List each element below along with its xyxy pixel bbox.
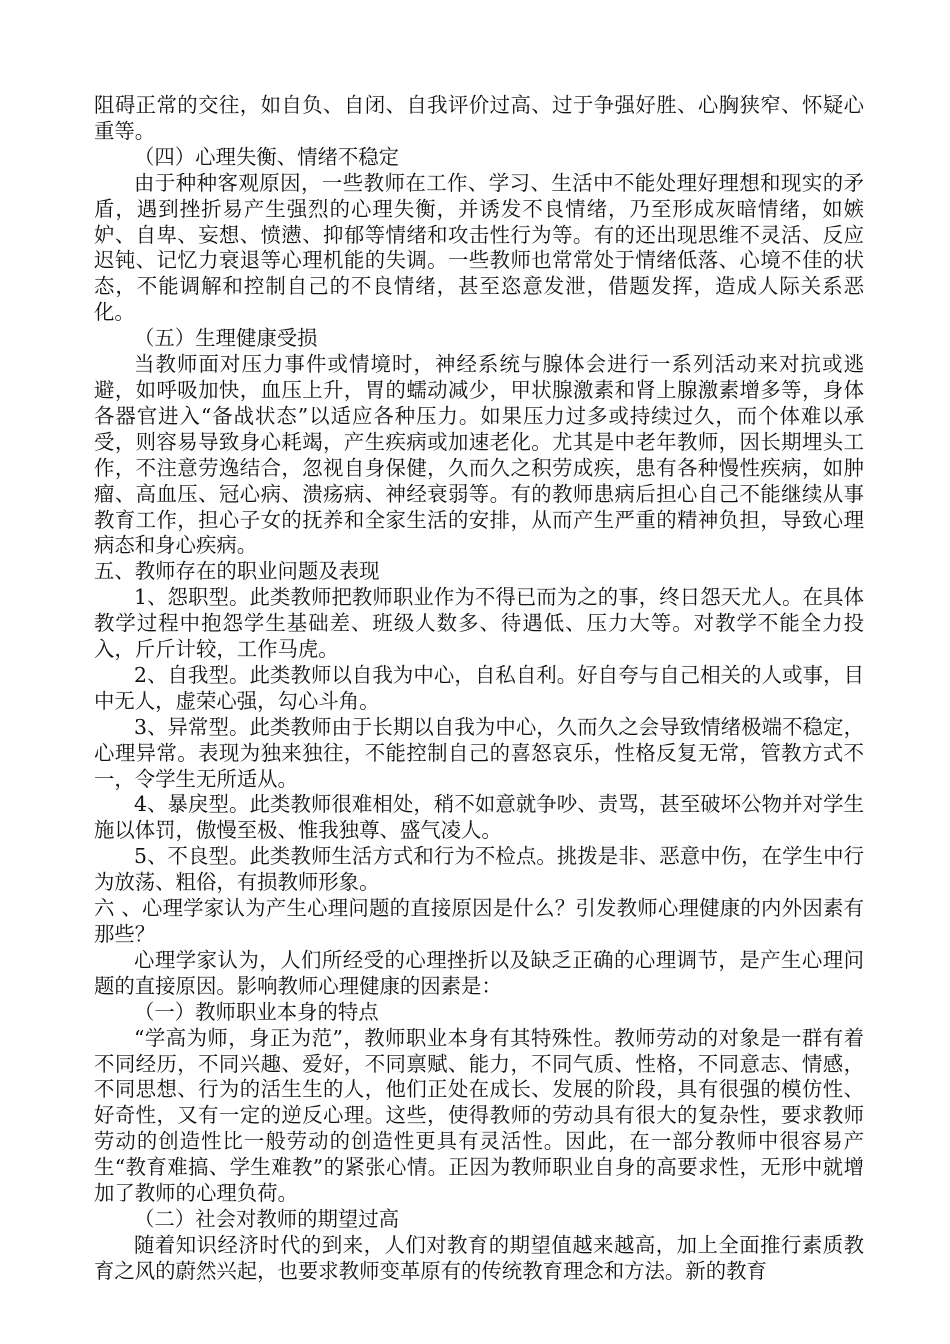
- list-item: 4、暴戾型。此类教师很难相处，稍不如意就争吵、责骂，甚至破坏公物并对学生施以体罚，傲慢至极、惟我独尊、盛气凌人。: [94, 792, 864, 843]
- list-item: 3、异常型。此类教师由于长期以自我为中心，久而久之会导致情绪极端不稳定，心理异常。表现为独来独往，不能控制自己的喜怒哀乐，性格反复无常，管教方式不一，令学生无所适从。: [94, 714, 864, 791]
- paragraph: “学高为师，身正为范”，教师职业本身有其特殊性。教师劳动的对象是一群有着不同经历，不同兴趣、爱好，不同禀赋、能力，不同气质、性格，不同意志、情感，不同思想、行为的活生生的人，他们正处在成长、发展的阶段，具有很强的模仿性、好奇性，又有一定的逆反心理。这些，使得教师的劳动具有很大的复杂性，要求教师劳动的创造性比一般劳动的创造性更具有灵活性。因此，在一部分教师中很容易产生“教育难搞、学生难教”的紧张心情。正因为教师职业自身的高要求性，无形中就增加了教师的心理负荷。: [94, 1025, 864, 1206]
- list-item: 2、自我型。此类教师以自我为中心，自私自利。好自夸与自己相关的人或事，目中无人，虚荣心强，勾心斗角。: [94, 662, 864, 713]
- section-heading-five: 五、教师存在的职业问题及表现: [94, 559, 380, 584]
- document-body: [94, 93, 864, 1285]
- subheading-four: （四）心理失衡、情绪不稳定: [134, 144, 400, 169]
- list-item: 1、怨职型。此类教师把教师职业作为不得已而为之的事，终日怨天尤人。在具体教学过程中抱怨学生基础差、班级人数多、待遇低、压力大等。对教学不能全力投入，斤斤计较，工作马虎。: [94, 585, 864, 662]
- paragraph-continuation: 阻碍正常的交往，如自负、自闭、自我评价过高、过于争强好胜、心胸狭窄、怀疑心重等。: [94, 93, 864, 143]
- subheading-five: （五）生理健康受损: [134, 326, 318, 351]
- list-item: 5、不良型。此类教师生活方式和行为不检点。挑拨是非、恶意中伤，在学生中行为放荡、粗俗，有损教师形象。: [94, 844, 864, 895]
- paragraph: 随着知识经济时代的到来，人们对教育的期望值越来越高，加上全面推行素质教育之风的蔚然兴起，也要求教师变革原有的传统教育理念和方法。新的教育: [94, 1232, 864, 1283]
- paragraph: 当教师面对压力事件或情境时，神经系统与腺体会进行一系列活动来对抗或逃避，如呼吸加快，血压上升，胃的蠕动减少，甲状腺激素和肾上腺激素增多等，身体各器官进入“备战状态”以适应各种压力。如果压力过多或持续过久，而个体难以承受，则容易导致身心耗竭，产生疾病或加速老化。尤其是中老年教师，因长期埋头工作，不注意劳逸结合，忽视自身保健，久而久之积劳成疾，患有各种慢性疾病，如肿瘤、高血压、冠心病、溃疡病、神经衰弱等。有的教师患病后担心自己不能继续从事教育工作，担心子女的抚养和全家生活的安排，从而产生严重的精神负担，导致心理病态和身心疾病。: [94, 352, 864, 558]
- paragraph: 由于种种客观原因，一些教师在工作、学习、生活中不能处理好理想和现实的矛盾，遇到挫折易产生强烈的心理失衡，并诱发不良情绪，乃至形成灰暗情绪，如嫉妒、自卑、妄想、愤懑、抑郁等情绪和攻击性行为等。有的还出现思维不灵活、反应迟钝、记忆力衰退等心理机能的失调。一些教师也常常处于情绪低落、心境不佳的状态，不能调解和控制自己的不良情绪，甚至恣意发泄，借题发挥，造成人际关系恶化。: [94, 170, 864, 325]
- subheading-one: （一）教师职业本身的特点: [134, 999, 379, 1024]
- subheading-two: （二）社会对教师的期望过高: [134, 1206, 400, 1231]
- section-heading-six: 六 、心理学家认为产生心理问题的直接原因是什么？引发教师心理健康的内外因素有那些？: [94, 896, 864, 946]
- paragraph: 心理学家认为，人们所经受的心理挫折以及缺乏正确的心理调节，是产生心理问题的直接原因。影响教师心理健康的因素是：: [94, 947, 864, 998]
